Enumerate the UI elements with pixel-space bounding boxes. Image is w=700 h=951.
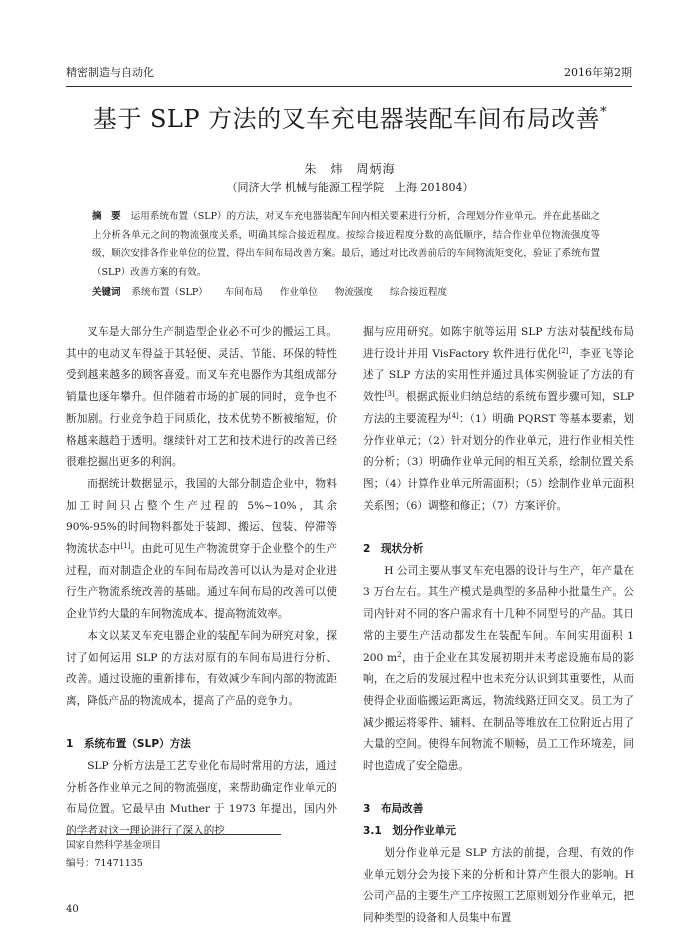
paragraph: 划分作业单元是 SLP 方法的前提，合理、有效的作业单元划分会为接下来的分析和计算产生很大的影响。H 公司产品的主要生产工序按照工艺原则划分作业单元，把同种类型的设备和人员集中布置 <box>363 846 634 924</box>
paper-title <box>40 104 660 134</box>
paragraph: 本文以某叉车充电器企业的装配车间为研究对象，探讨了如何运用 SLP 的方法对原有的车间布局进行分析、改善。通过设施的重新排布，有效减少车间内部的物流距离，降低产品的物流成本，提高了产品的竞争力。 <box>66 629 337 707</box>
citation: [1] <box>120 542 131 551</box>
page-number: 40 <box>66 904 79 915</box>
citation: [3] <box>384 390 395 399</box>
subsection-heading: 3.1 划分作业单元 <box>363 825 456 838</box>
authors: 朱 炜 周炳海 <box>304 162 396 176</box>
funding-note: 国家自然科学基金项目 <box>66 840 162 851</box>
keywords <box>92 285 600 301</box>
running-head <box>66 66 632 87</box>
section-heading: 1 系统布置（SLP）方法 <box>66 738 191 751</box>
section-heading: 3 布局改善 <box>363 803 424 816</box>
paragraph: 掘与应用研究。如陈宇航等运用 SLP 方法对装配线布局进行设计并用 VisFactory 软件进行优化[2]，李亚飞等论述了 SLP 方法的实用性并通过具体实例验证了方法的有效性[3]。根据武振业归纳总结的系统布置步骤可知，SLP 方法的主要流程为[4]：（1）明确 PQRST 等基本要素，划分作业单元；（2）针对划分的作业单元，进行作业相关性的分析；（3）明确作业单元间的相互关系，绘制位置关系图；（4）计算作业单元所需面积；（5）绘制作业单元面积关系图；（6）调整和修正；（7）方案评价。 <box>363 326 635 512</box>
footnote <box>66 837 161 873</box>
abstract <box>92 208 600 282</box>
title-footnote-mark: * <box>600 105 608 120</box>
citation: [4] <box>448 411 459 420</box>
keyword: 作业单位 <box>279 287 318 298</box>
footnote-rule <box>66 834 281 835</box>
keyword: 车间布局 <box>224 287 263 298</box>
keyword: 系统布置（SLP） <box>131 287 208 298</box>
keyword: 综合接近程度 <box>389 287 447 298</box>
keyword: 物流强度 <box>334 287 373 298</box>
right-column <box>363 322 634 930</box>
title-text: 基于 SLP 方法的叉车充电器装配车间布局改善 <box>92 105 601 133</box>
journal-name: 精密制造与自动化 <box>66 66 154 79</box>
issue-label: 2016年第2期 <box>564 66 632 79</box>
paragraph: H 公司主要从事叉车充电器的设计与生产，年产量在 3 万台左右。其生产模式是典型的多品种小批量生产。公司内针对不同的客户需求有十几种不同型号的产品。其日常的主要生产活动都发生在装配车间。车间实用面积 1 200 m$^2$，由于企业在其发展初期并未考虑设施布局的影响，在之后的发展过程中也未充分认识到其重要性，从而使得企业面临搬运距离远，物流线路迂回交叉。员工为了减少搬运将零件、辅料、在制品等堆放在工位附近占用了大量的空间。使得车间物流不顺畅，员工工作环境差，同时也造成了安全隐患。 <box>363 564 634 773</box>
paragraph: SLP 分析方法是工艺专业化布局时常用的方法，通过分析各作业单元之间的物流强度，来帮助确定作业单元的布局位置。它最早由 Muther 于 1973 年提出，国内外的学者对这一理论进行了深入的挖 <box>66 760 337 838</box>
abstract-label: 摘 要 <box>92 211 121 222</box>
citation: [2] <box>558 346 569 355</box>
keywords-label: 关键词 <box>92 287 121 298</box>
paragraph: 叉车是大部分生产制造型企业必不可少的搬运工具。其中的电动叉车得益于其轻便、灵活、节能、环保的特性受到越来越多的顾客喜爱。而叉车充电器作为其组成部分销量也逐年攀升。但伴随着市场的扩展的同时，竞争也不断加剧。行业竞争趋于同质化，技术优势不断被缩短，价格越来越趋于透明。继续针对工艺和技术进行的改善已经很难挖掘出更多的利润。 <box>66 326 337 469</box>
superscript: 2 <box>397 650 402 659</box>
grant-number: 编号：71471135 <box>66 858 143 869</box>
section-heading: 2 现状分析 <box>363 543 424 556</box>
left-column <box>66 322 337 843</box>
abstract-text: 运用系统布置（SLP）的方法，对叉车充电器装配车间内相关要素进行分析，合理划分作业单元。并在此基础之上分析各单元之间的物流强度关系，明确其综合接近程度。按综合接近程度分数的高低顺序，结合作业单位物流强度等级，顺次安排各作业单位的位置，得出车间布局改善方案。最后，通过对比改善前后的车间物流矩变化，验证了系统布置（SLP）改善方案的有效。 <box>92 211 600 278</box>
affiliation: （同济大学 机械与能源工程学院 上海 201804） <box>226 181 474 194</box>
paragraph: 而据统计数据显示，我国的大部分制造企业中，物料加工时间只占整个生产过程的 5%~10%，其余 90%-95%的时间物料都处于装卸、搬运、包装、停滞等物流状态中[1]。由此可见生产物流贯穿于企业整个的生产过程，而对制造企业的车间布局改善可以认为是对企业进行生产物流系统改善的基础。通过车间布局的改善可以使企业节约大量的车间物流成本、提高物流效率。 <box>66 477 338 621</box>
